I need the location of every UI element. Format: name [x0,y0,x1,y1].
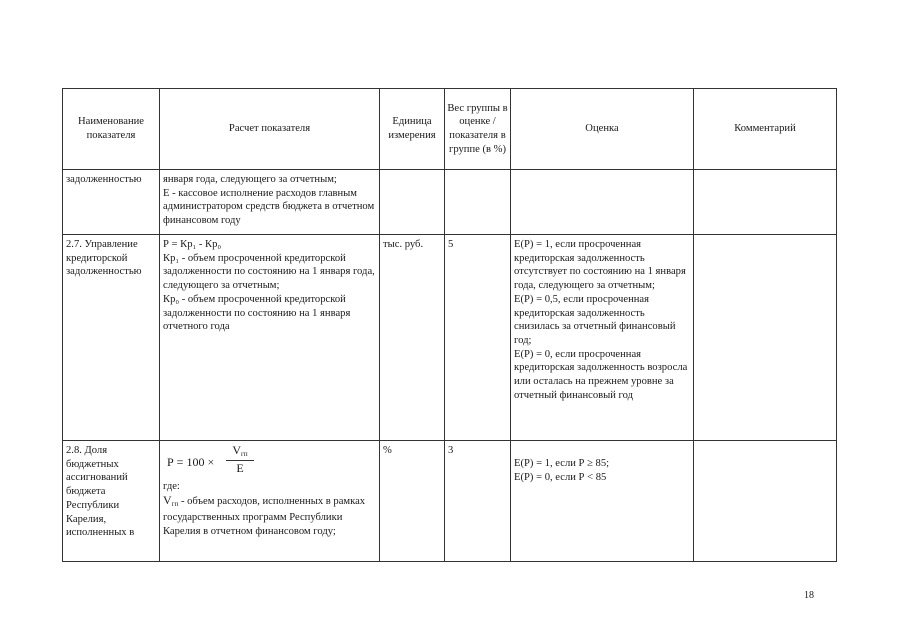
formula-numerator: $V_{гп}$ [232,443,248,458]
calculation-text: Кр₁ - объем просроченной кредиторской задолженности по состоянию на 1 января года, следующего за отчетным; Кр₀ - объем просроченной кредиторской задолженности по состоянию на 1 января отчетного года [163,252,375,333]
where-label: где: [163,481,180,492]
header-unit: Единица измерения [380,89,445,169]
indicator-unit: тыс. руб. [380,235,445,440]
indicator-unit [380,170,445,234]
header-weight: Вес группы в оценке / показателя в группе (в %) [445,89,511,169]
indicator-weight: 3 [445,441,511,561]
table-row [63,170,836,234]
indicator-evaluation [511,170,694,234]
calculation-text: $V_{гп}$ - объем расходов, исполненных в рамках государственных программ Республики Карелия в отчетном финансовом году; [163,492,366,538]
calculation-formula [163,444,376,480]
indicator-unit: % [380,441,445,561]
formula-denominator: Е [236,461,244,475]
indicator-name: задолженностью [63,170,160,234]
header-comment: Комментарий [734,123,796,135]
indicator-comment [694,170,836,234]
header-indicator-name: Наименование показателя [63,89,160,169]
indicator-table [62,88,837,562]
header-evaluation: Оценка [511,89,694,169]
indicator-calculation [160,235,380,440]
table-row [63,235,836,440]
indicator-comment [694,441,836,561]
indicator-weight: 5 [445,235,511,440]
indicator-evaluation: Е(Р) = 1, если просроченная кредиторская задолженность отсутствует по состоянию на 1 января года, следующего за отчетным; Е(Р) = 0,5, если просроченная кредиторская задолженность снизилась за отчетный финансовый год; Е(Р) = 0, если просроченная кредиторская задолженность возросла или осталась на прежнем уровне за отчетный финансовый год [511,235,694,440]
formula-left: Р = 100 × [167,455,215,469]
table-row [63,441,836,561]
indicator-comment [694,235,836,440]
indicator-name: 2.7. Управление кредиторской задолженностью [63,235,160,440]
calculation-formula: Р = Кр₁ - Кр₀ [163,239,222,250]
indicator-name: 2.8. Доля бюджетных ассигнований бюджета Республики Карелия, исполненных в [63,441,160,561]
indicator-weight [445,170,511,234]
indicator-calculation [160,441,380,561]
page-number: 18 [804,590,814,601]
indicator-calculation: января года, следующего за отчетным; Е - кассовое исполнение расходов главным администратором средств бюджета в отчетном финансовом году [160,170,380,234]
table-header-row [63,89,836,169]
indicator-evaluation: Е(Р) = 1, если Р ≥ 85; Е(Р) = 0, если Р < 85 [511,441,694,561]
header-calculation: Расчет показателя [160,89,380,169]
